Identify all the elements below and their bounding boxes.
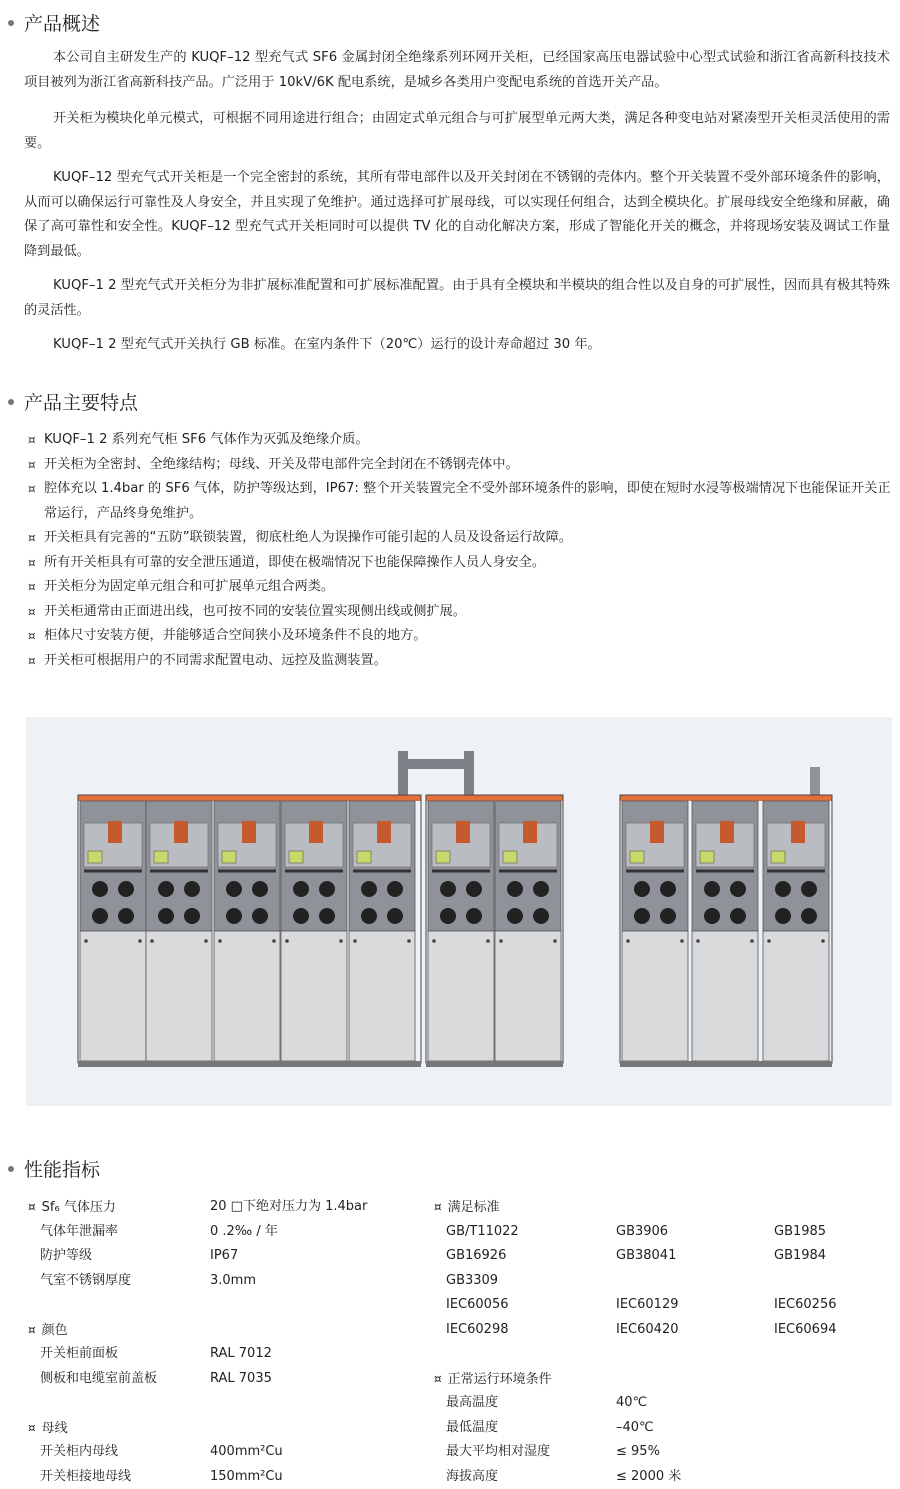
feature-item: ¤ 所有开关柜具有可靠的安全泄压通道，即使在极端情况下也能保障操作人员人身安全。 — [28, 551, 892, 576]
bullet-dot-icon — [8, 1166, 14, 1172]
environment-row: 最大平均相对湿度 ≤ 95% — [434, 1440, 874, 1465]
environment-row: 最低温度 –40℃ — [434, 1416, 874, 1441]
spec-row: 气体年泄漏率 0 .2‰ / 年 — [28, 1220, 428, 1245]
overview-paragraph-4: KUQF–1 2 型充气式开关柜分为非扩展标准配置和可扩展标准配置。由于具有全模块和半模块的组合性以及自身的可扩展性，因而具有极其特殊的灵活性。 — [24, 274, 890, 323]
busbar-head: ¤ 母线 — [28, 1416, 68, 1441]
switchgear-drawing — [26, 717, 892, 1106]
standards-row: IEC60298 IEC60420 IEC60694 — [434, 1318, 874, 1343]
spec-row — [28, 1416, 428, 1441]
bullet-dot-icon — [8, 399, 14, 405]
standards-row: GB3309 — [434, 1269, 874, 1294]
feature-item: ¤ 开关柜可根据用户的不同需求配置电动、远控及监测装置。 — [28, 649, 892, 674]
overview-paragraph-2: 开关柜为模块化单元模式，可根据不同用途进行组合；由固定式单元组合与可扩展型单元两大类，满足各种变电站对紧凑型开关柜灵活使用的需要。 — [24, 107, 890, 156]
feature-item: ¤ 开关柜通常由正面进出线，也可按不同的安装位置实现侧出线或侧扩展。 — [28, 600, 892, 625]
spec-row: 侧板和电缆室前盖板 RAL 7035 — [28, 1367, 428, 1392]
spec-row: 防护等级 IP67 — [28, 1244, 428, 1269]
spec-row: 开关柜内母线 400mm²Cu — [28, 1440, 428, 1465]
spec-row: 开关柜接地母线 150mm²Cu — [28, 1465, 428, 1489]
overview-paragraph-5: KUQF–1 2 型充气式开关执行 GB 标准。在室内条件下（20℃）运行的设计寿命超过 30 年。 — [24, 333, 890, 358]
performance-title: 性能指标 — [8, 1155, 100, 1182]
environment-row: 最高温度 40℃ — [434, 1391, 874, 1416]
gas-pressure-head: ¤ Sf₆ 气体压力 — [28, 1195, 210, 1220]
environment-row: 海拔高度 ≤ 2000 米 — [434, 1465, 874, 1489]
spec-row: 气室不锈钢厚度 3.0mm — [28, 1269, 428, 1294]
standards-row: IEC60056 IEC60129 IEC60256 — [434, 1293, 874, 1318]
overview-paragraph-3: KUQF–12 型充气式开关柜是一个完全密封的系统，其所有带电部件以及开关封闭在不锈钢的壳体内。整个开关装置不受外部环境条件的影响，从而可以确保运行可靠性及人身安全，并且实现了免维护。通过选择可扩展母线，可以实现任何组合，达到全模块化。扩展母线安全绝缘和屏蔽，确保了高可靠性和安全性。KUQF–12 型充气式开关柜同时可以提供 TV 化的自动化解决方案，形成了智能化开关的概念，并将现场安装及调试工作量降到最低。 — [24, 166, 890, 264]
bullet-dot-icon — [8, 20, 14, 26]
switchgear-illustration — [26, 717, 892, 1106]
overview-title: 产品概述 — [8, 9, 100, 36]
overview-paragraph-1: 本公司自主研发生产的 KUQF–12 型充气式 SF6 金属封闭全绝缘系列环网开关柜，已经国家高压电器试验中心型式试验和浙江省高新科技技术项目被列为浙江省高新科技产品。广泛用于 10kV/6K 配电系统，是城乡各类用户变配电系统的首选开关产品。 — [24, 46, 890, 95]
feature-item: ¤ 柜体尺寸安装方便，并能够适合空间狭小及环境条件不良的地方。 — [28, 624, 892, 649]
feature-item: ¤ 开关柜具有完善的“五防”联锁装置，彻底杜绝人为误操作可能引起的人员及设备运行故障。 — [28, 526, 892, 551]
spec-left-column — [28, 1195, 428, 1489]
feature-item: ¤ 腔体充以 1.4bar 的 SF6 气体，防护等级达到，IP67: 整个开关装置完全不受外部环境条件的影响，即使在短时水浸等极端情况下也能保证开关正常运行，产品终身免维护。 — [28, 477, 892, 526]
standards-head: ¤ 满足标准 — [434, 1195, 500, 1220]
spec-row — [28, 1318, 428, 1343]
color-head: ¤ 颜色 — [28, 1318, 68, 1343]
spec-right-column — [434, 1195, 874, 1489]
feature-item: ¤ KUQF–1 2 系列充气柜 SF6 气体作为灭弧及绝缘介质。 — [28, 428, 892, 453]
gas-pressure-value: 20 □下绝对压力为 1.4bar — [210, 1195, 367, 1220]
spec-row: 开关柜前面板 RAL 7012 — [28, 1342, 428, 1367]
environment-head: ¤ 正常运行环境条件 — [434, 1367, 552, 1392]
feature-item: ¤ 开关柜分为固定单元组合和可扩展单元组合两类。 — [28, 575, 892, 600]
standards-row: GB16926 GB38041 GB1984 — [434, 1244, 874, 1269]
features-list — [28, 428, 892, 673]
spec-row — [28, 1195, 428, 1220]
feature-item: ¤ 开关柜为全密封、全绝缘结构；母线、开关及带电部件完全封闭在不锈钢壳体中。 — [28, 453, 892, 478]
standards-row: GB/T11022 GB3906 GB1985 — [434, 1220, 874, 1245]
features-title: 产品主要特点 — [8, 388, 138, 415]
